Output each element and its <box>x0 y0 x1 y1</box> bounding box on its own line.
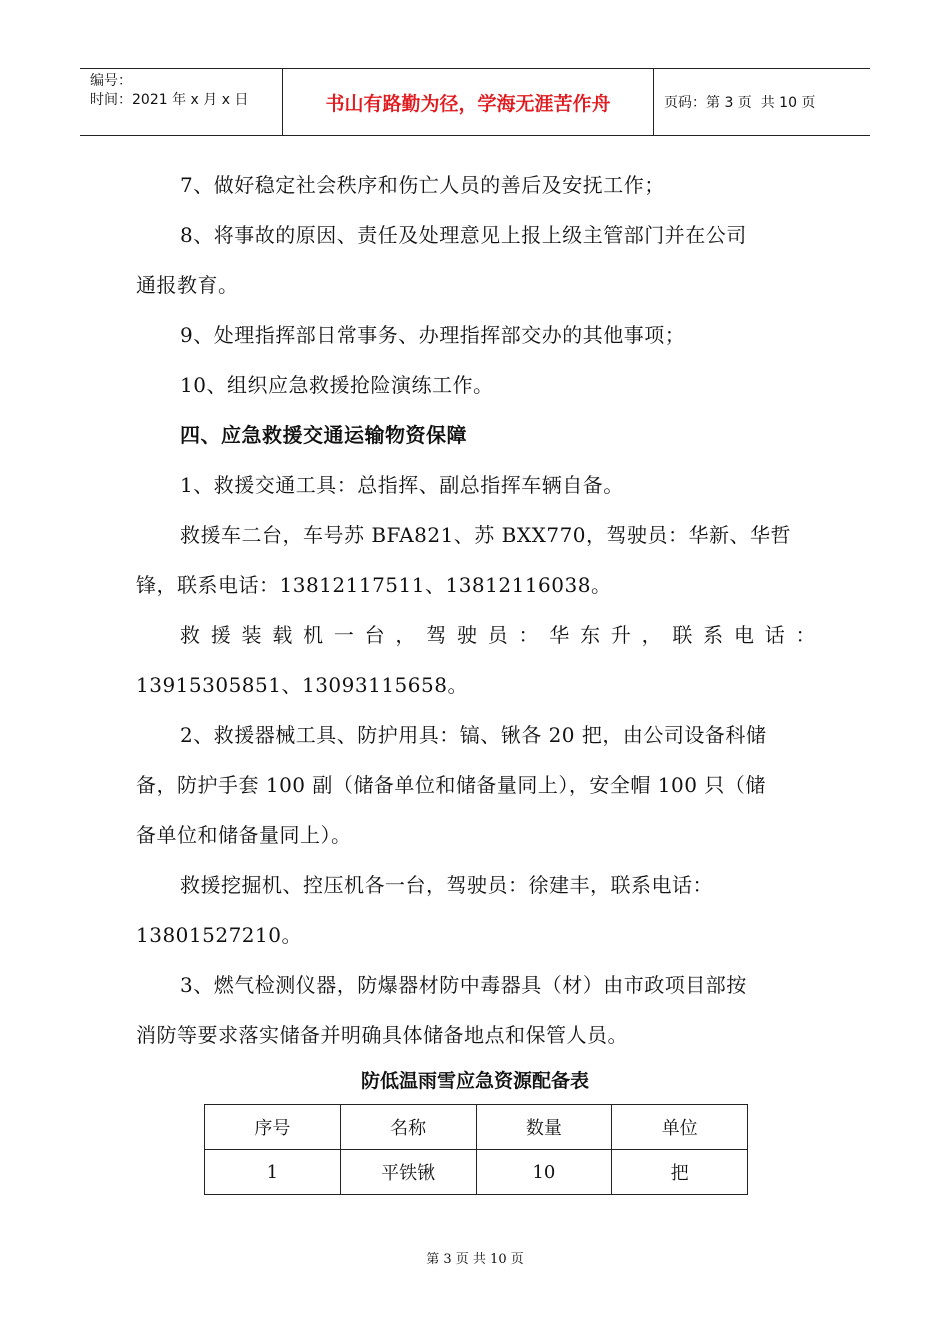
header-meta <box>80 69 282 135</box>
page-header <box>80 68 870 136</box>
table-header-cell: 单位 <box>612 1105 748 1150</box>
header-page-text: 页码：第 3 页 共 10 页 <box>664 95 816 111</box>
paragraph: 1、救援交通工具：总指挥、副总指挥车辆自备。 <box>180 473 624 497</box>
paragraph: 13915305851、13093115658。 <box>136 673 468 697</box>
paragraph: 3、燃气检测仪器，防爆器材防中毒器具（材）由市政项目部按 <box>180 973 747 997</box>
paragraph: 救援装载机一台，驾驶员：华东升，联系电话： <box>180 623 816 647</box>
table-header-row <box>205 1105 748 1150</box>
header-number: 编号： <box>90 73 132 89</box>
paragraph: 13801527210。 <box>136 923 302 947</box>
header-page-info <box>654 69 870 135</box>
paragraph: 10、组织应急救援抢险演练工作。 <box>180 373 494 397</box>
paragraph: 9、处理指挥部日常事务、办理指挥部交办的其他事项； <box>180 323 686 347</box>
page-footer: 第 3 页 共 10 页 <box>426 1252 524 1267</box>
table-header-cell: 数量 <box>476 1105 612 1150</box>
resource-table <box>204 1104 748 1195</box>
header-time: 时间：2021 年 x 月 x 日 <box>90 92 249 108</box>
paragraph: 救援挖掘机、控压机各一台，驾驶员：徐建丰，联系电话： <box>180 873 713 897</box>
table-title: 防低温雨雪应急资源配备表 <box>360 1070 589 1092</box>
table-header-cell: 名称 <box>340 1105 476 1150</box>
table-cell: 把 <box>612 1150 748 1195</box>
paragraph: 7、做好稳定社会秩序和伤亡人员的善后及安抚工作； <box>180 173 665 197</box>
paragraph: 消防等要求落实储备并明确具体储备地点和保管人员。 <box>136 1023 628 1047</box>
table-cell: 10 <box>476 1150 612 1195</box>
table-cell: 1 <box>205 1150 341 1195</box>
paragraph: 救援车二台，车号苏 BFA821、苏 BXX770，驾驶员：华新、华哲 <box>180 523 792 547</box>
paragraph: 2、救援器械工具、防护用具：镐、锹各 20 把，由公司设备科储 <box>180 723 767 747</box>
header-motto: 书山有路勤为径，学海无涯苦作舟 <box>282 69 654 135</box>
paragraph: 备单位和储备量同上）。 <box>136 823 352 847</box>
table-row <box>205 1150 748 1195</box>
document-body <box>136 160 816 1060</box>
table-cell: 平铁锹 <box>340 1150 476 1195</box>
paragraph: 通报教育。 <box>136 273 239 297</box>
paragraph: 锋，联系电话：13812117511、13812116038。 <box>136 573 612 597</box>
table-header-cell: 序号 <box>205 1105 341 1150</box>
paragraph: 备，防护手套 100 副（储备单位和储备量同上），安全帽 100 只（储 <box>136 773 766 797</box>
section-heading: 四、应急救援交通运输物资保障 <box>180 423 467 447</box>
paragraph: 8、将事故的原因、责任及处理意见上报上级主管部门并在公司 <box>180 223 747 247</box>
